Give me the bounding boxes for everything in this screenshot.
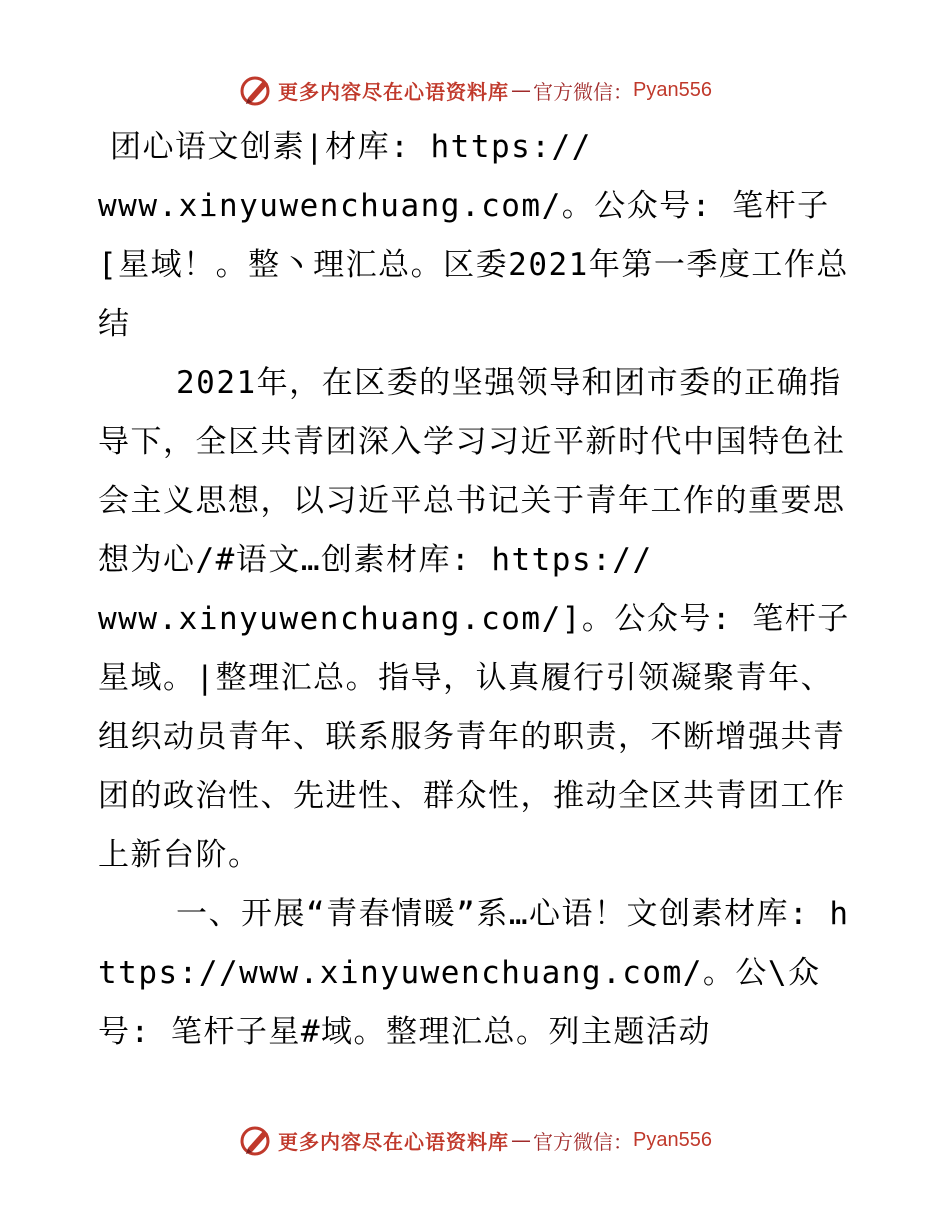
- banner-title: 更多内容尽在心语资料库: [278, 1129, 510, 1154]
- footer-banner: [0, 1120, 950, 1160]
- paragraph-1: 团心语文创素|材库: https:// www.xinyuwenchuang.com/。公众号: 笔杆子[星域！。整丶理汇总。区委2021年第一季度工作总结: [98, 129, 849, 342]
- paragraph-2: 2021年，在区委的坚强领导和团市委的正确指导下，全区共青团深入学习习近平新时代中国特色社会主义思想，以习近平总书记关于青年工作的重要思想为心/#语文…创素材库: https:// www.xinyuwenchuang.com/]。公众号: 笔杆子星域。|整理汇总。指导，认真履行引领凝聚青年、组织动员青年、联系服务青年的职责，不断增强共青团的政治性、先进性、群众性，推动全区共青团工作上新台阶。: [98, 365, 850, 873]
- pen-logo-icon: [238, 1122, 274, 1158]
- banner-title: 更多内容尽在心语资料库: [278, 79, 510, 104]
- document-body: [98, 118, 858, 1062]
- banner-wechat-id: Pyan556: [633, 1128, 712, 1151]
- banner-separator: —: [511, 78, 532, 102]
- paragraph-3: 一、开展“青春情暖”系…心语！文创素材库: https://www.xinyuwenchuang.com/。公\众号: 笔杆子星#域。整理汇总。列主题活动: [98, 896, 850, 1050]
- banner-separator: —: [511, 1128, 532, 1152]
- pen-logo-icon: [238, 72, 274, 108]
- banner-wechat-id: Pyan556: [633, 78, 712, 101]
- banner-wechat-label: 官方微信：: [533, 79, 634, 104]
- banner-wechat-label: 官方微信：: [533, 1129, 634, 1154]
- header-banner: [0, 70, 950, 110]
